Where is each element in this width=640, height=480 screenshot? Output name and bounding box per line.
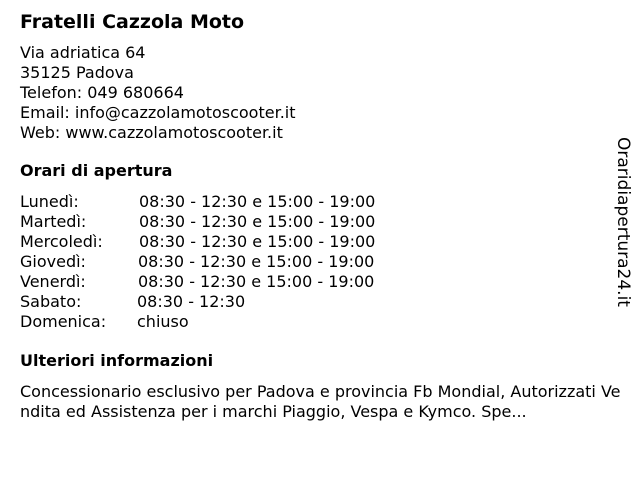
business-name: Fratelli Cazzola Moto: [20, 11, 245, 33]
side-brand-label: Oraridiapertura24.it: [613, 137, 633, 307]
time-value: 08:30 - 12:30 e 15:00 - 19:00: [139, 232, 376, 251]
info-heading: Ulteriori informazioni: [20, 351, 214, 370]
city-address: 35125 Padova: [20, 63, 134, 82]
web-line: Web: www.cazzolamotoscooter.it: [20, 123, 283, 142]
hours-row-monday: [20, 192, 625, 212]
hours-row-sunday: [20, 312, 625, 332]
time-value: 08:30 - 12:30 e 15:00 - 19:00: [138, 272, 375, 291]
time-value: 08:30 - 12:30: [137, 292, 246, 311]
phone-line: Telefon: 049 680664: [20, 83, 184, 102]
hours-row-wednesday: [20, 232, 625, 252]
day-label: Venerdì:: [20, 272, 86, 291]
street-address: Via adriatica 64: [20, 43, 146, 62]
hours-row-friday: [20, 272, 625, 292]
hours-heading: Orari di apertura: [20, 161, 173, 180]
day-label: Giovedì:: [20, 252, 86, 271]
hours-row-thursday: [20, 252, 625, 272]
time-value: 08:30 - 12:30 e 15:00 - 19:00: [138, 252, 375, 271]
business-card: [20, 10, 625, 422]
time-value: 08:30 - 12:30 e 15:00 - 19:00: [139, 212, 376, 231]
day-label: Martedì:: [20, 212, 87, 231]
time-value: 08:30 - 12:30 e 15:00 - 19:00: [139, 192, 376, 211]
day-label: Domenica:: [20, 312, 107, 331]
time-value: chiuso: [137, 312, 189, 331]
day-label: Mercoledì:: [20, 232, 103, 251]
hours-row-saturday: [20, 292, 625, 312]
contact-block: [20, 43, 625, 143]
info-description: Concessionario esclusivo per Padova e provincia Fb Mondial, Autorizzati Vendita ed Assistenza per i marchi Piaggio, Vespa e Kymco. Spe...: [20, 382, 621, 421]
email-line: Email: info@cazzolamotoscooter.it: [20, 103, 296, 122]
hours-row-tuesday: [20, 212, 625, 232]
day-label: Sabato:: [20, 292, 82, 311]
day-label: Lunedì:: [20, 192, 79, 211]
hours-list: [20, 192, 625, 332]
